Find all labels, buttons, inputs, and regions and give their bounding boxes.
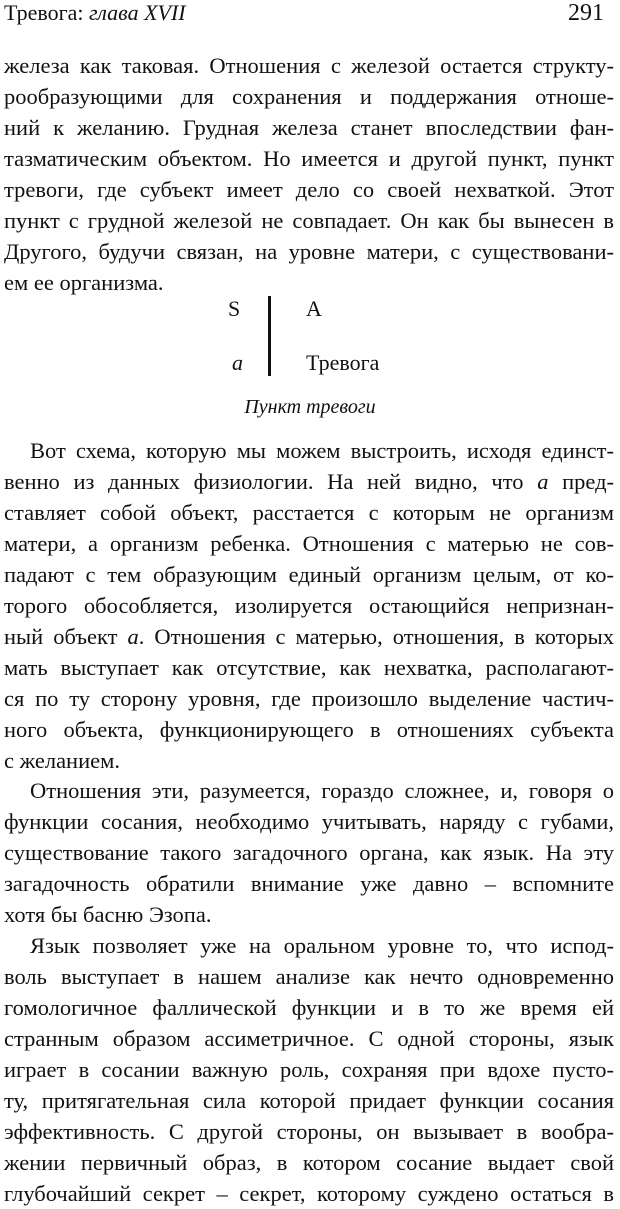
diagram-label-anxiety: Тревога [306,350,380,375]
text-line: функции сосания, необходимо учитывать, наряду с губами, [4,809,614,834]
text-line: ставляет собой объект, расстается с которым не организм [4,500,614,525]
text-line: эффективность. С другой стороны, он вызывает в вообра- [4,1119,614,1144]
text-line: воль выступает в нашем анализе как нечто одновременно [4,964,614,989]
text-line: странным образом ассиметричное. С одной стороны, язык [4,1026,614,1051]
text-line: существование такого загадочного органа, как язык. На эту [4,840,614,865]
text-line: венно из данных физиологии. На ней видно, что a пред- [4,469,615,494]
text-line: глубочайший секрет – секрет, которому суждено остаться в [4,1181,614,1206]
text-line: пункт с грудной железой не совпадает. Он как бы вынесен в [4,208,614,233]
text-line: мать выступает как отсутствие, как нехватка, располагают- [4,655,614,680]
text-line: рообразующими для сохранения и поддержания отноше- [4,84,614,109]
diagram-caption: Пункт тревоги [244,396,376,418]
text-line: тревоги, где субъект имеет дело со своей нехваткой. Этот [4,177,614,202]
text-line: хотя бы басню Эзопа. [4,902,212,927]
text-line: жении первичный образ, в котором сосание выдает свой [4,1150,614,1175]
running-head-title: Тревога: [4,0,84,25]
text-line: играет в сосании важную роль, сохраняя при вдохе пусто- [4,1057,614,1082]
text-line: тазматическим объектом. Но имеется и другой пункт, пункт [4,146,614,171]
text-line: матери, а организм ребенка. Отношения с матерью не сов- [4,531,614,556]
text-line: ный объект a. Отношения с матерью, отношения, в которых [4,624,614,649]
diagram-label-a-lower: a [232,350,243,375]
paragraph-3 [4,775,614,930]
running-head-chapter: глава XVII [89,0,186,25]
paragraph-1 [4,50,614,298]
text-line: ся по ту сторону уровня, где произошло выделение частич- [4,686,614,711]
paragraph-4 [4,930,614,1209]
text-line: ту, притягательная сила которой придает функции сосания [4,1088,614,1113]
anxiety-diagram [200,290,400,380]
text-line: ем ее организма. [4,270,164,295]
text-line: падают с тем образующим единый организм целым, от ко- [4,562,614,587]
text-line: с желанием. [4,748,120,773]
diagram-label-a-upper: A [306,296,322,321]
page-header [4,0,616,34]
text-line: ний к желанию. Грудная железа станет впоследствии фан- [4,115,614,140]
page-number: 291 [568,0,604,26]
text-line: ного объекта, функционирующего в отношениях субъекта [4,717,614,742]
text-line: загадочность обратили внимание уже давно – вспомните [4,871,614,896]
running-head [4,0,186,26]
italic-a: a [537,469,549,494]
diagram-label-s: S [228,296,241,321]
paragraph-2 [4,435,614,776]
diagram-divider [268,296,271,376]
text-line: железа как таковая. Отношения с железой остается структу- [4,53,614,78]
text-line: Язык позволяет уже на оральном уровне то, что испод- [30,933,614,958]
text-line: Другого, будучи связан, на уровне матери, с существовани- [4,239,614,264]
italic-a: a [127,624,139,649]
text-line: Отношения эти, разумеется, гораздо сложнее, и, говоря о [30,778,614,803]
text-line: торого обособляется, изолируется остающийся непризнан- [4,593,614,618]
text-line: гомологичное фаллической функции и в то же время ей [4,995,614,1020]
text-line: Вот схема, которую мы можем выстроить, исходя единст- [30,438,614,463]
